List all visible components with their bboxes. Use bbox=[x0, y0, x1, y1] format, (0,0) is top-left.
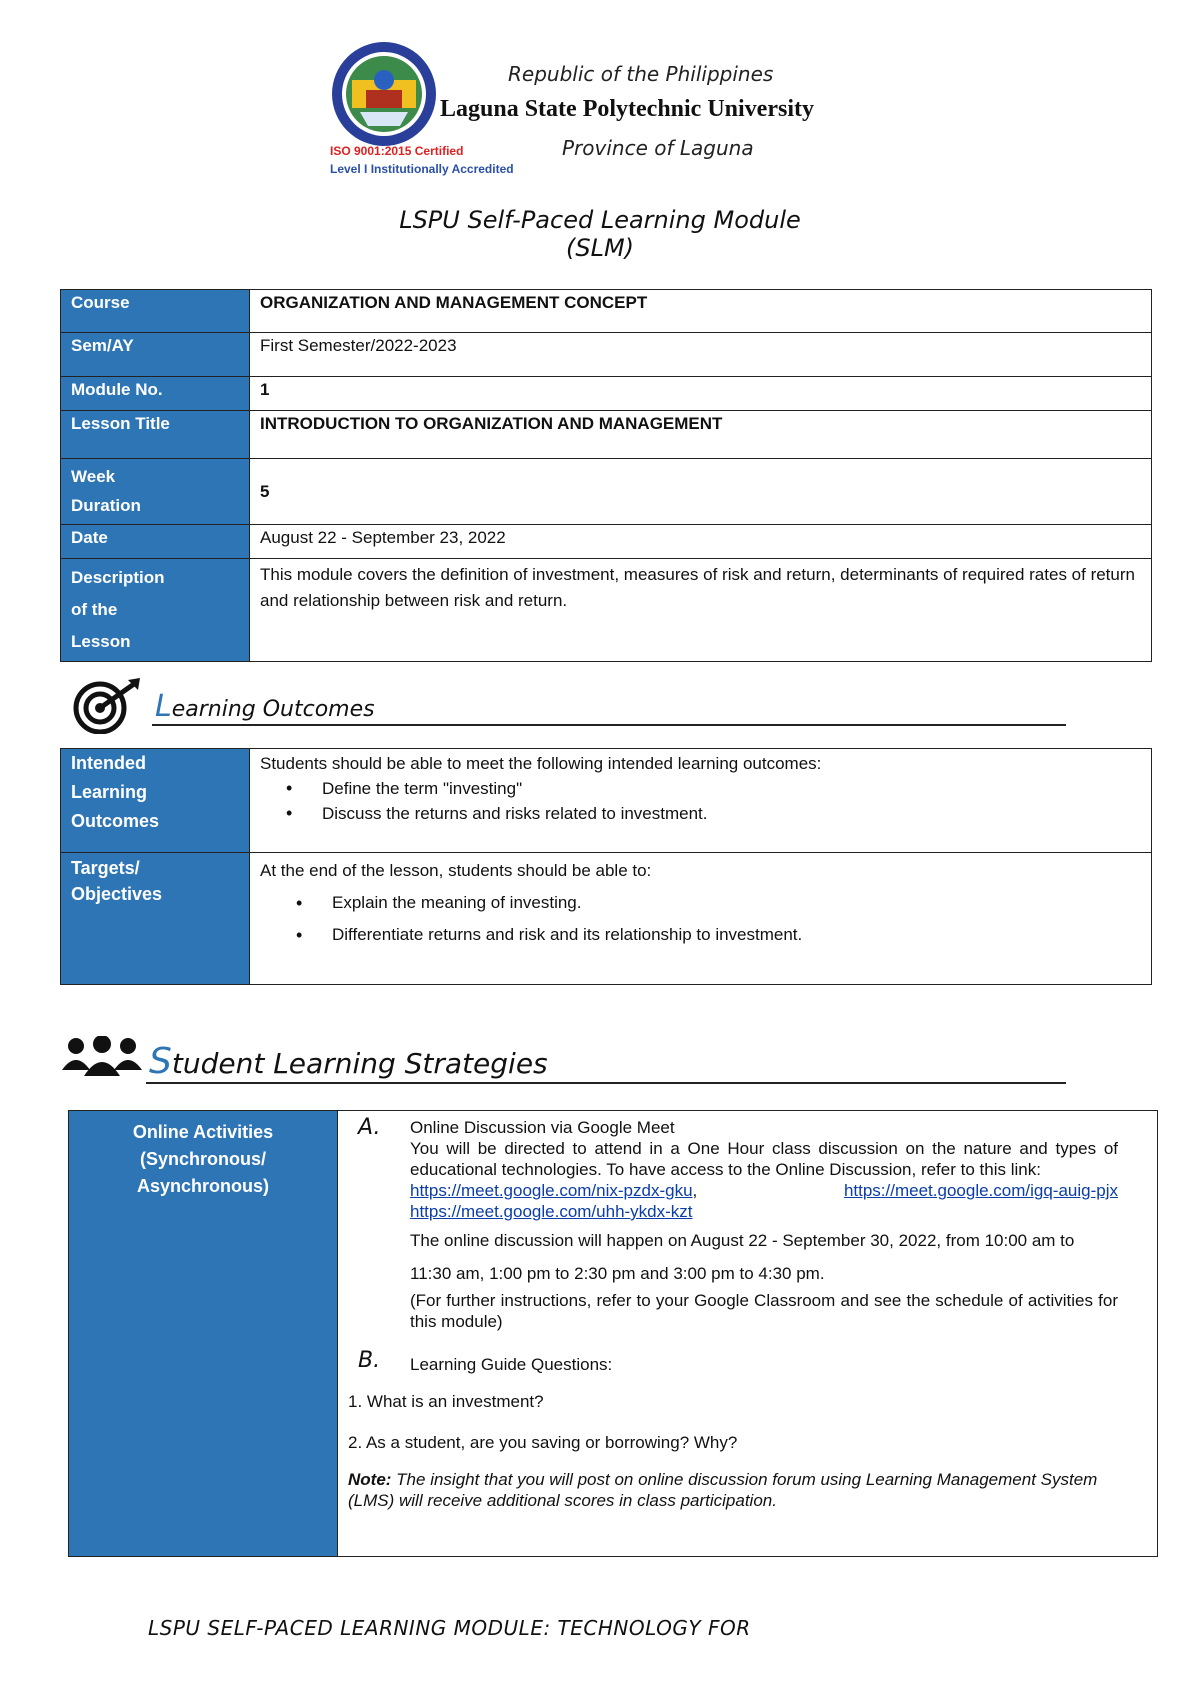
online-activities-label-line1: Online Activities bbox=[132, 1122, 274, 1142]
activity-b-title: Learning Guide Questions: bbox=[410, 1355, 613, 1374]
ilo-label-line1: Intended bbox=[71, 753, 146, 773]
iso-certification: ISO 9001:2015 Certified bbox=[330, 144, 464, 158]
schedule-text bbox=[410, 1224, 1157, 1290]
course-label: Course bbox=[61, 290, 250, 333]
republic-text: Republic of the Philippines bbox=[508, 62, 774, 86]
objectives-label bbox=[61, 853, 250, 985]
activity-a-text: You will be directed to attend in a One Hour class discussion on the nature and types of educational technologies. To have access to the Online Discussion, refer to this link: bbox=[410, 1139, 1118, 1179]
group-users-icon bbox=[62, 1036, 142, 1078]
heading-rest: tudent Learning Strategies bbox=[171, 1047, 548, 1080]
week-label-line1: Week bbox=[71, 467, 116, 486]
description-label-line2: of the bbox=[71, 600, 118, 619]
question-1: 1. What is an investment? bbox=[348, 1392, 544, 1411]
learning-outcomes-title bbox=[155, 689, 375, 724]
activity-b-marker: B. bbox=[358, 1348, 381, 1373]
lesson-label: Lesson Title bbox=[61, 411, 250, 459]
online-activities-label-line3: Asynchronous) bbox=[136, 1176, 269, 1196]
sem-label: Sem/AY bbox=[61, 333, 250, 377]
module-label: Module No. bbox=[61, 377, 250, 411]
learning-outcomes-table bbox=[60, 748, 1152, 985]
date-label: Date bbox=[61, 525, 250, 559]
heading-underline bbox=[146, 1082, 1066, 1084]
list-item: • Differentiate returns and risk and its relationship to investment. bbox=[270, 919, 1141, 951]
date-value: August 22 - September 23, 2022 bbox=[250, 525, 1152, 559]
objectives-list bbox=[260, 887, 1141, 951]
module-value: 1 bbox=[250, 377, 1152, 411]
activity-b bbox=[348, 1350, 1157, 1375]
question-2: 2. As a student, are you saving or borrowing? Why? bbox=[348, 1433, 738, 1452]
online-activities-label bbox=[69, 1111, 338, 1557]
activity-a-title: Online Discussion via Google Meet bbox=[410, 1118, 675, 1137]
meet-links-row bbox=[410, 1180, 1118, 1201]
strategies-title bbox=[149, 1041, 548, 1082]
week-label bbox=[61, 459, 250, 525]
module-title-line2: (SLM) bbox=[565, 234, 635, 262]
ilo-label-line2: Learning bbox=[71, 782, 148, 802]
ilo-label bbox=[61, 749, 250, 853]
sem-value: First Semester/2022-2023 bbox=[250, 333, 1152, 377]
description-label-line3: Lesson bbox=[71, 632, 131, 651]
ilo-intro: Students should be able to meet the following intended learning outcomes: bbox=[260, 754, 822, 773]
list-item: • Discuss the returns and risks related to investment. bbox=[260, 801, 1141, 826]
list-item: • Explain the meaning of investing. bbox=[270, 887, 1141, 919]
list-item: • Define the term "investing" bbox=[260, 776, 1141, 801]
course-value: ORGANIZATION AND MANAGEMENT CONCEPT bbox=[250, 290, 1152, 333]
university-seal-icon bbox=[330, 40, 438, 148]
week-label-line2: Duration bbox=[71, 496, 141, 515]
meet-link-3[interactable]: https://meet.google.com/uhh-ykdx-kzt bbox=[410, 1202, 693, 1221]
province-text: Province of Laguna bbox=[562, 136, 754, 160]
schedule-line2: 11:30 am, 1:00 pm to 2:30 pm and 3:00 pm to 4:30 pm. bbox=[410, 1264, 825, 1283]
meet-link-1-wrap: https://meet.google.com/nix-pzdx-gku, bbox=[410, 1181, 698, 1200]
activity-a-marker: A. bbox=[358, 1115, 381, 1140]
note-label: Note: bbox=[348, 1470, 392, 1489]
module-title bbox=[0, 206, 1200, 262]
meet-link-2[interactable]: https://meet.google.com/igq-auig-pjx bbox=[843, 1181, 1118, 1200]
footer-text: LSPU SELF-PACED LEARNING MODULE: TECHNOLOGY FOR bbox=[148, 1616, 751, 1640]
heading-rest: earning Outcomes bbox=[171, 697, 375, 722]
strategies-table bbox=[68, 1110, 1158, 1557]
note-text bbox=[348, 1469, 1124, 1511]
description-label bbox=[61, 559, 250, 662]
learning-outcomes-heading bbox=[68, 686, 1066, 726]
objectives-content bbox=[250, 853, 1152, 985]
online-activities-label-line2: (Synchronous/ bbox=[139, 1149, 266, 1169]
lesson-value: INTRODUCTION TO ORGANIZATION AND MANAGEMENT bbox=[250, 411, 1152, 459]
ilo-content bbox=[250, 749, 1152, 853]
target-icon bbox=[68, 678, 144, 734]
objectives-intro: At the end of the lesson, students should be able to: bbox=[260, 861, 652, 880]
strategies-heading bbox=[62, 1036, 1066, 1084]
online-activities-content bbox=[338, 1111, 1158, 1557]
week-value: 5 bbox=[250, 459, 1152, 525]
objectives-label-line1: Targets/ bbox=[71, 858, 140, 878]
module-title-line1: LSPU Self-Paced Learning Module bbox=[399, 206, 801, 234]
heading-cap-letter: L bbox=[155, 689, 172, 724]
schedule-line1: The online discussion will happen on August 22 - September 30, 2022, from 10:00 am to bbox=[410, 1231, 1075, 1250]
accreditation-text: Level I Institutionally Accredited bbox=[330, 162, 514, 176]
description-value: This module covers the definition of investment, measures of risk and return, determinants of required rates of return and relationship between risk and return. bbox=[250, 559, 1152, 662]
university-name: Laguna State Polytechnic University bbox=[440, 96, 814, 122]
course-info-table bbox=[60, 289, 1152, 662]
heading-cap-letter: S bbox=[149, 1041, 172, 1082]
activity-a bbox=[348, 1117, 1157, 1222]
ilo-label-line3: Outcomes bbox=[71, 811, 160, 831]
objectives-label-line2: Objectives bbox=[71, 884, 163, 904]
activity-a-body bbox=[410, 1117, 1118, 1222]
heading-underline bbox=[152, 724, 1066, 726]
ilo-list bbox=[260, 776, 1141, 826]
meet-link-1[interactable]: https://meet.google.com/nix-pzdx-gku bbox=[410, 1181, 693, 1200]
note-body: The insight that you will post on online discussion forum using Learning Management System (LMS) will receive additional scores in class participation. bbox=[348, 1470, 1098, 1510]
further-instructions: (For further instructions, refer to your Google Classroom and see the schedule of activities for this module) bbox=[410, 1291, 1118, 1331]
description-label-line1: Description bbox=[71, 568, 165, 587]
